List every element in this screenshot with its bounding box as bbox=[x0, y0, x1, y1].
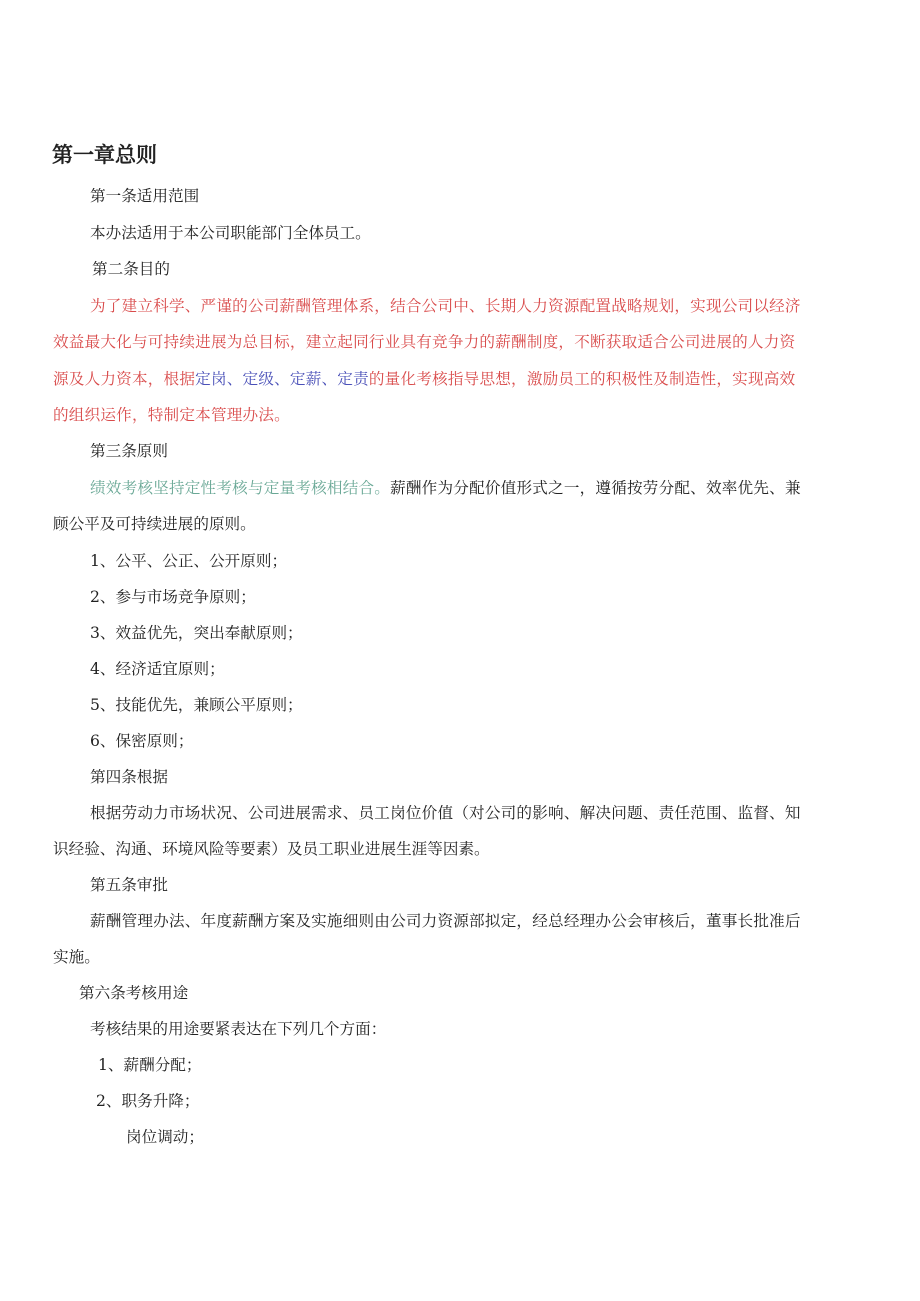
principle-item: 2、参与市场竞争原则； bbox=[90, 588, 256, 606]
article-6-heading: 第六条考核用途 bbox=[79, 984, 189, 1002]
article-3-line-1-part-b: 薪酬作为分配价值形式之一，遵循按劳分配、效率优先、兼 bbox=[390, 479, 801, 497]
article-2-line-3-part-c: 的量化考核指导思想，激励员工的积极性及制造性，实现高效 bbox=[368, 370, 796, 388]
principle-item: 5、技能优先，兼顾公平原则； bbox=[90, 696, 303, 714]
article-5-heading: 第五条审批 bbox=[90, 876, 168, 894]
principle-item: 4、经济适宜原则； bbox=[90, 660, 225, 678]
usage-item: 2、职务升降； bbox=[96, 1092, 200, 1110]
article-2-line-3-part-a: 源及人力资本，根据 bbox=[53, 370, 196, 388]
article-5-line-1: 薪酬管理办法、年度薪酬方案及实施细则由公司力资源部拟定，经总经理办公会审核后，董事长批准后 bbox=[90, 912, 801, 930]
article-2-heading: 第二条目的 bbox=[92, 260, 170, 278]
article-2-line-3-part-b: 定岗、定级、定薪、定责 bbox=[195, 370, 369, 388]
article-2-line-2: 效益最大化与可持续进展为总目标，建立起同行业具有竞争力的薪酬制度，不断获取适合公司进展的人力资 bbox=[53, 333, 796, 351]
article-3-line-1-part-a: 绩效考核坚持定性考核与定量考核相结合。 bbox=[90, 479, 391, 497]
usage-item: 岗位调动； bbox=[126, 1128, 204, 1146]
article-4-heading: 第四条根据 bbox=[90, 768, 168, 786]
article-3-line-1 bbox=[90, 478, 801, 498]
principle-item: 1、公平、公正、公开原则； bbox=[90, 552, 288, 570]
chapter-title: 第一章总则 bbox=[52, 143, 157, 167]
article-1-body: 本办法适用于本公司职能部门全体员工。 bbox=[90, 224, 371, 242]
article-3-heading: 第三条原则 bbox=[90, 442, 168, 460]
article-6-intro: 考核结果的用途要紧表达在下列几个方面： bbox=[90, 1020, 387, 1038]
usage-item: 1、薪酬分配； bbox=[98, 1056, 202, 1074]
article-2-line-1: 为了建立科学、严谨的公司薪酬管理体系，结合公司中、长期人力资源配置战略规划，实现公司以经济 bbox=[90, 297, 801, 315]
principle-item: 3、效益优先，突出奉献原则； bbox=[90, 624, 303, 642]
article-2-line-3 bbox=[53, 369, 795, 389]
article-4-line-1: 根据劳动力市场状况、公司进展需求、员工岗位价值（对公司的影响、解决问题、责任范围、监督、知 bbox=[90, 804, 801, 822]
article-4-line-2: 识经验、沟通、环境风险等要素）及员工职业进展生涯等因素。 bbox=[53, 840, 490, 858]
principle-item: 6、保密原则； bbox=[90, 732, 194, 750]
article-1-heading: 第一条适用范围 bbox=[90, 187, 200, 205]
article-5-line-2: 实施。 bbox=[53, 948, 100, 966]
article-3-line-2: 顾公平及可持续进展的原则。 bbox=[53, 515, 256, 533]
article-2-line-4: 的组织运作，特制定本管理办法。 bbox=[53, 406, 290, 424]
